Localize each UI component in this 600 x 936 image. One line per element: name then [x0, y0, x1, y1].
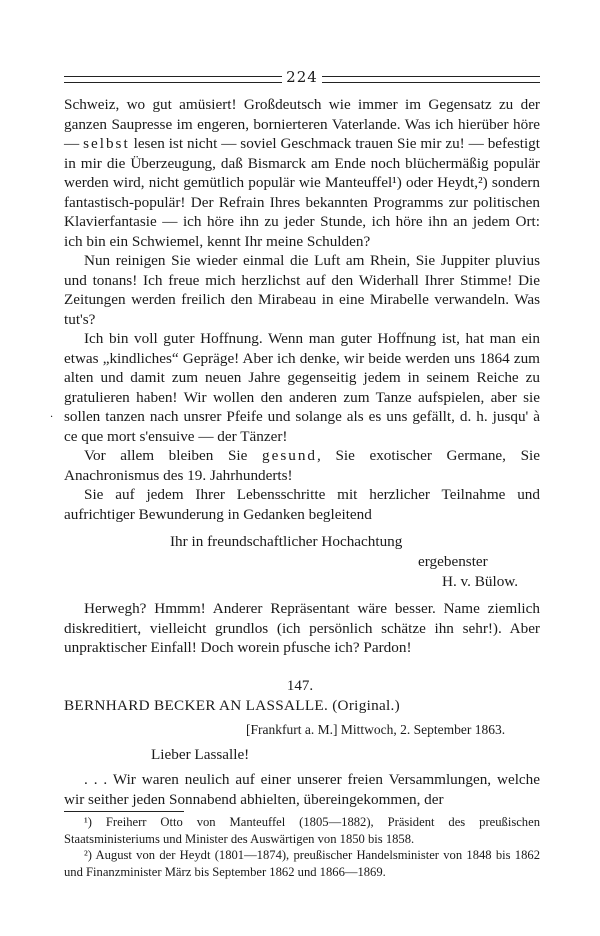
page-header — [64, 68, 540, 88]
footnotes — [64, 814, 540, 880]
closing-line-1: Ihr in freundschaftlicher Hochachtung — [170, 533, 403, 550]
paragraph-1: Schweiz, wo gut amüsiert! Großdeutsch wie immer im Gegensatz zu der ganzen Saupresse im engeren, bornierteren Vaterlande. Was ich hierüber höre — selbst lesen ist nicht — soviel Geschmack trauen Sie mir zu! — befestigt in mir die Überzeugung, daß Bismarck am Ende noch blüchermäßig populär werden wird, nicht gemütlich populär wie Manteuffel¹) oder Heydt,²) sondern fantastisch-populär! Der Refrain Ihres bekannten Programms zur politischen Klavierfantasie — ich höre ihn zu jeder Stunde, ich höre ihn an jedem Ort: ich bin ein Schwiemel, kennt Ihr meine Schulden? — [64, 96, 540, 250]
emphasis-selbst: selbst — [83, 135, 130, 152]
letter-dateline: [Frankfurt a. M.] Mittwoch, 2. September 1863. — [246, 722, 506, 737]
closing-line-2: ergebenster — [418, 553, 488, 570]
letter-147-paragraph-1: . . . Wir waren neulich auf einer unserer freien Versammlungen, welche wir seither jeden Sonnabend abhielten, übereingekommen, der — [64, 771, 540, 808]
postscript — [64, 599, 540, 658]
signature: H. v. Bülow. — [442, 573, 519, 590]
letter-salutation: Lieber Lassalle! — [151, 746, 250, 763]
paragraph-3: Ich bin voll guter Hoffnung. Wenn man guter Hoffnung ist, hat man ein etwas „kindliches“ Gepräge! Aber ich denke, wir beide werden uns 1864 zum alten und damit zum neuen Jahre gegenseitig jedem in seinem Reiche zu gratulieren haben! Wir wollen den anderen zum Tanze aufspielen, aber sie sollen tanzen nach unsrer Pfeife und solange als es uns gefällt, d. h. jusqu' à ce que mort s'ensuive — der Tänzer! — [64, 330, 540, 445]
margin-dot: · — [50, 412, 54, 423]
footnote-rule — [64, 811, 184, 812]
emphasis-gesund: gesund — [262, 447, 318, 464]
letter-number: 147. — [286, 678, 314, 694]
paragraph-4: Vor allem bleiben Sie gesund, Sie exotischer Germane, Sie Anachronismus des 19. Jahrhunderts! — [64, 447, 540, 484]
footnote-1: ¹) Freiherr Otto von Manteuffel (1805—1882), Präsident des preußischen Staatsministeriums und Minister des Auswärtigen von 1850 bis 1858. — [64, 815, 540, 846]
paragraph-5: Sie auf jedem Ihrer Lebensschritte mit herzlicher Teilnahme und aufrichtiger Bewunderung in Gedanken begleitend — [64, 486, 540, 523]
header-rule-right — [322, 76, 540, 83]
paragraph-6: Herwegh? Hmmm! Anderer Repräsentant wäre besser. Name ziemlich diskreditiert, vielleicht grundlos (ich persönlich schätze ihn sehr!). Aber unpraktischer Einfall! Doch worein pfusche ich? Pardon! — [64, 600, 540, 656]
paragraph-2: Nun reinigen Sie wieder einmal die Luft am Rhein, Sie Juppiter pluvius und tonans! Ich freue mich herzlichst auf den Widerhall Ihrer Stimme! Die Zeitungen werden freilich den Mirabeau in eine Mirabelle verwandeln. Was tut's? — [64, 252, 540, 328]
letter-147-body — [64, 770, 540, 809]
page-number: 224 — [286, 68, 318, 86]
letter-body — [64, 95, 540, 524]
letter-heading: BERNHARD BECKER AN LASSALLE. (Original.) — [64, 697, 401, 714]
footnote-2: ²) August von der Heydt (1801—1874), preußischer Handelsminister von 1848 bis 1862 und Finanzminister März bis September 1862 und 1866—1869. — [64, 848, 540, 879]
